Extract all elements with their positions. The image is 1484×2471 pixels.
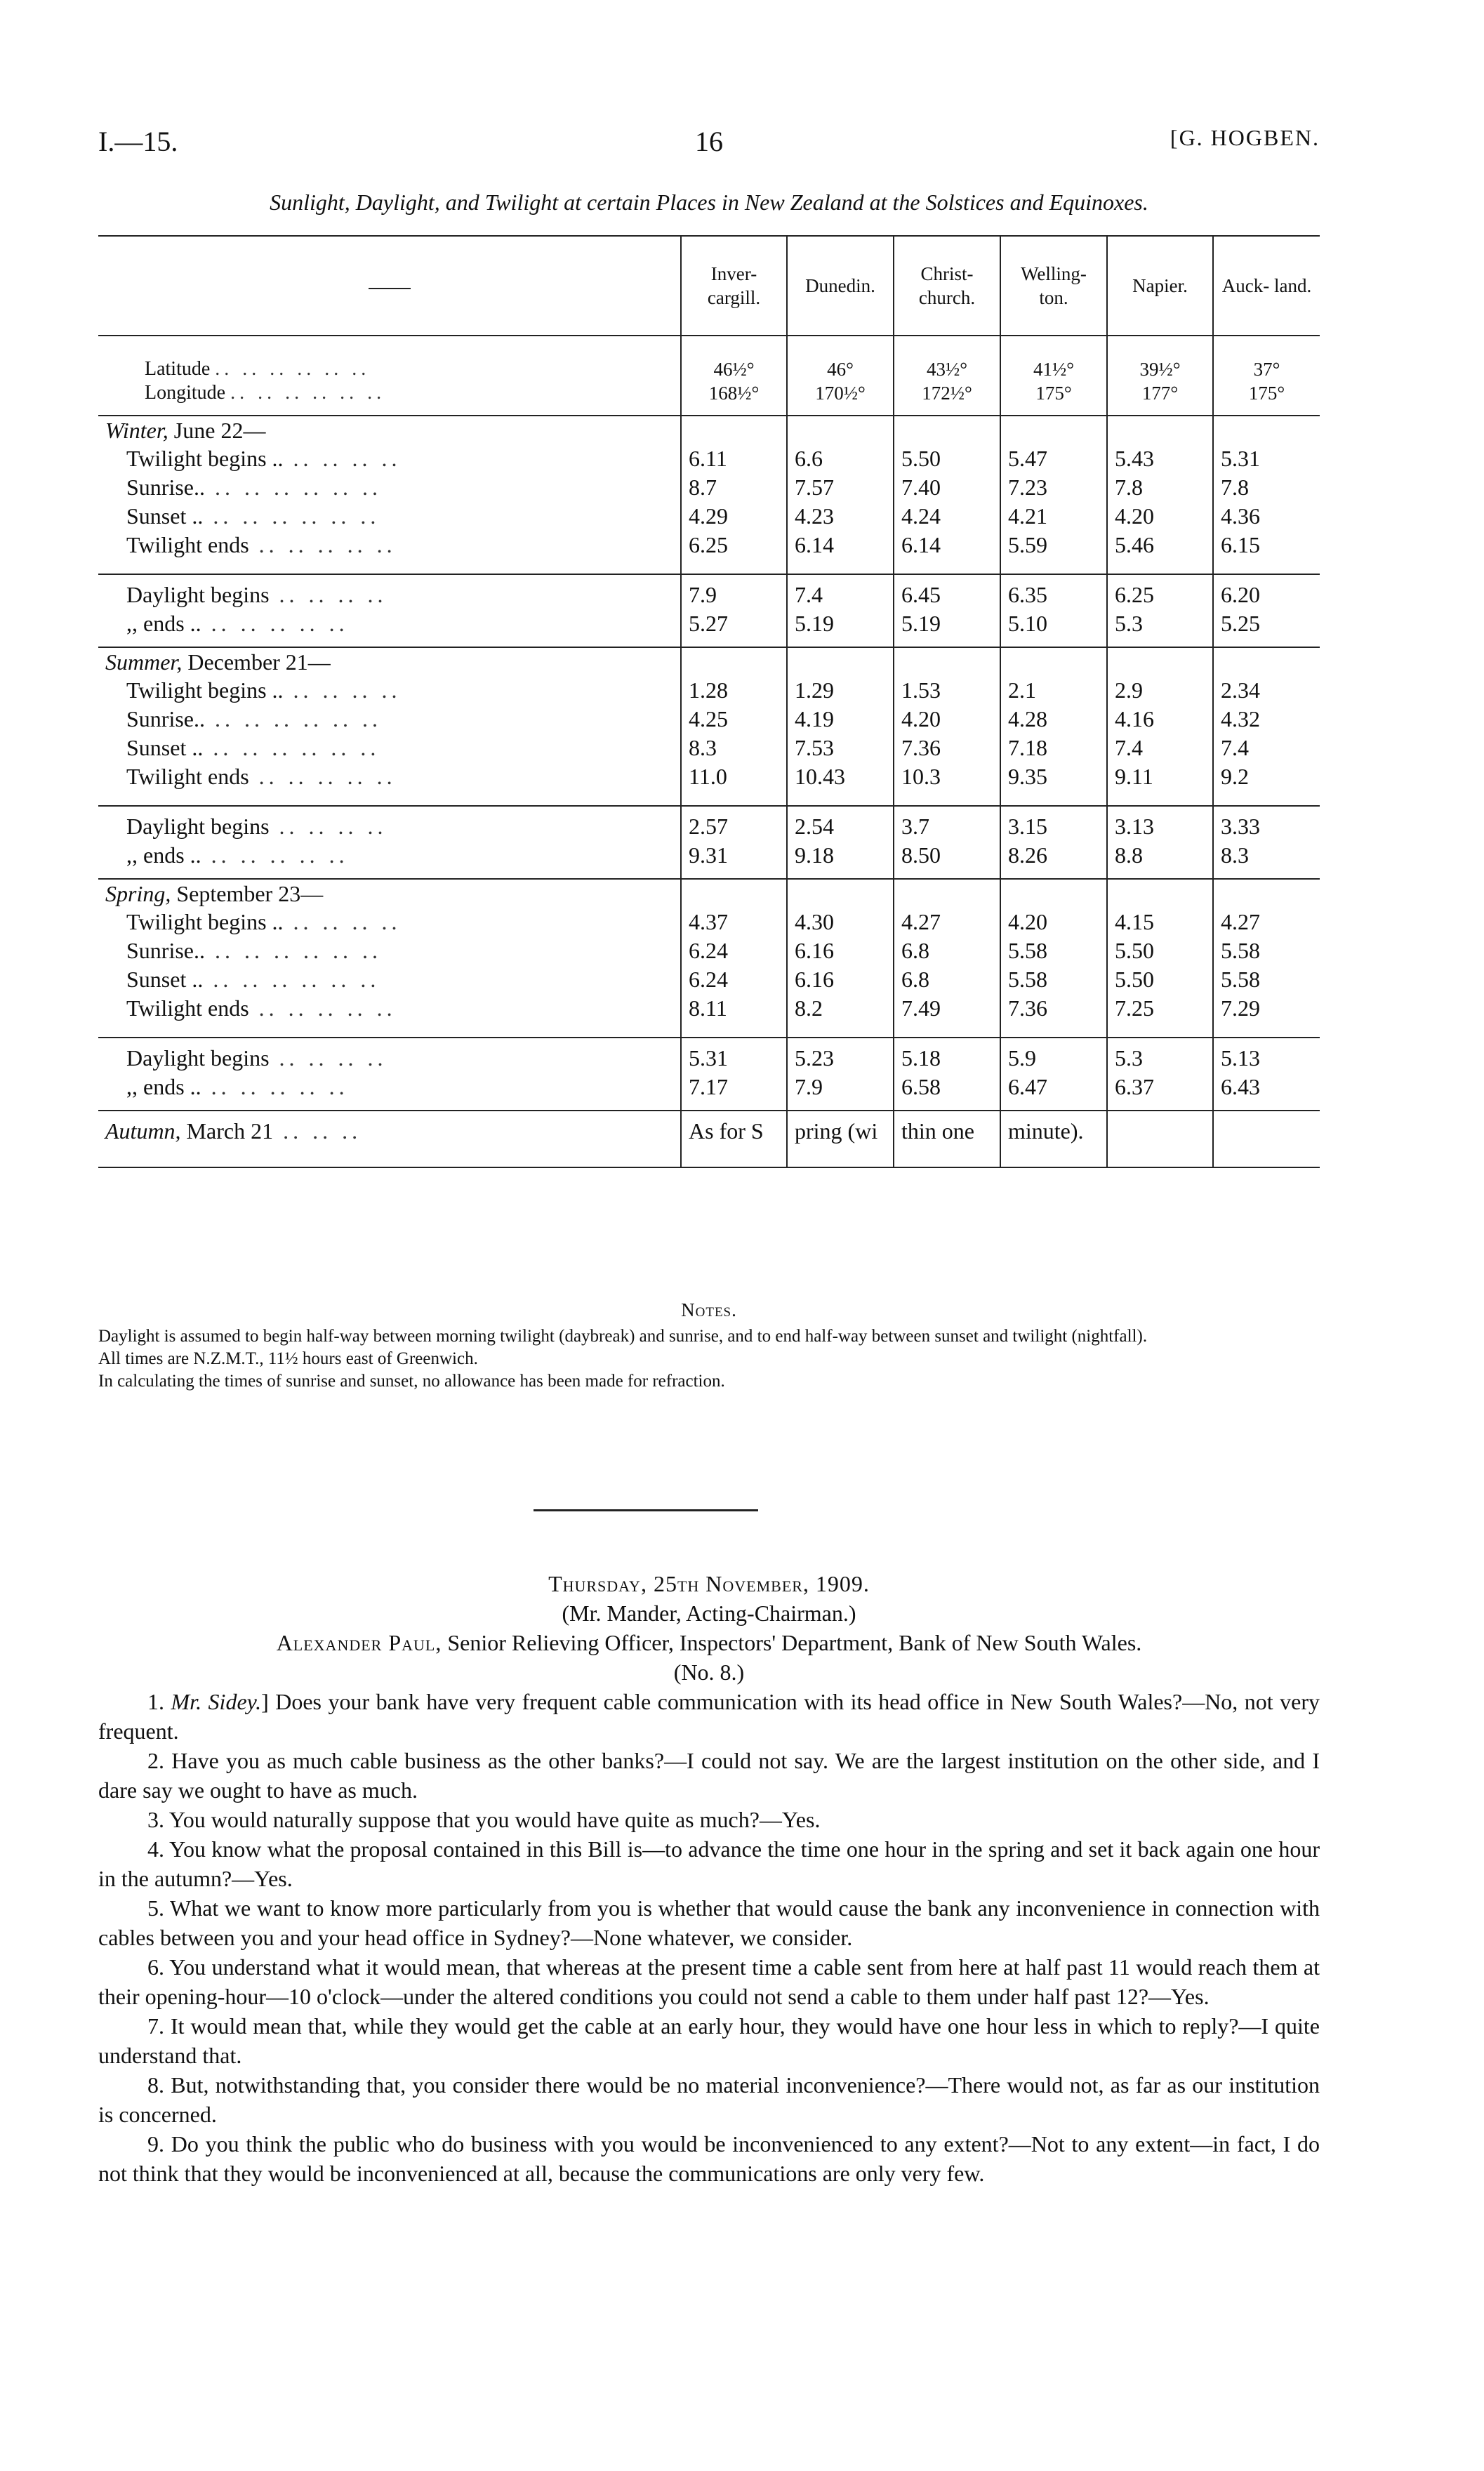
table-cell: 5.46 xyxy=(1107,531,1213,559)
note-line: In calculating the times of sunrise and sunset, no allowance has been made for refraction. xyxy=(98,1372,725,1391)
table-cell: 6.14 xyxy=(787,531,894,559)
table-cell: 6.37 xyxy=(1107,1073,1213,1101)
sunlight-table xyxy=(98,235,1320,1168)
table-cell: 5.58 xyxy=(1213,965,1320,994)
row-label: Sunrise.. xyxy=(126,475,205,500)
table-cell: 4.19 xyxy=(787,705,894,734)
table-cell: 5.58 xyxy=(1213,936,1320,965)
speaker: Mr. Sidey. xyxy=(171,1689,262,1714)
question-7: 7. It would mean that, while they would get the cable at an early hour, they would have one hour less in which to reply?—I quite understand that. xyxy=(98,2013,1320,2068)
table-cell: 8.3 xyxy=(1213,841,1320,870)
lat-long-cell: 41½° 175° xyxy=(1000,336,1107,405)
table-cell: 6.16 xyxy=(787,936,894,965)
question-5: 5. What we want to know more particularly from you is whether that would cause the bank any inconvenience in connection with cables between you and your head office in Sydney?—None whatever, we consider. xyxy=(98,1895,1320,1950)
table-cell: 6.6 xyxy=(787,444,894,473)
table-cell: 3.15 xyxy=(1000,812,1107,841)
table-cell: 5.31 xyxy=(681,1044,787,1073)
time-row: Sunrise.. .. .. .. .. .. .. 4.25 4.19 4.20 4.28 4.16 4.32 xyxy=(98,705,1320,734)
note-line: Daylight is assumed to begin half-way between morning twilight (daybreak) and sunrise, and to end half-way between sunset and twilight (nightfall). xyxy=(98,1327,1148,1346)
table-cell: 4.30 xyxy=(787,908,894,936)
row-label: Sunrise.. xyxy=(126,938,205,963)
table-cell: 4.23 xyxy=(787,502,894,531)
table-cell: 7.4 xyxy=(1213,734,1320,762)
time-row: Sunrise.. .. .. .. .. .. .. 6.24 6.16 6.8 5.58 5.50 5.58 xyxy=(98,936,1320,965)
row-label: ,, ends .. xyxy=(126,1074,201,1099)
table-cell: 2.34 xyxy=(1213,676,1320,705)
witness-title: Senior Relieving Officer, Inspectors' Department, Bank of New South Wales. xyxy=(442,1630,1142,1655)
table-cell: 2.1 xyxy=(1000,676,1107,705)
table-cell: 5.3 xyxy=(1107,1044,1213,1073)
table-cell: 5.27 xyxy=(681,609,787,638)
table-cell: 4.24 xyxy=(894,502,1000,531)
table-cell: 2.57 xyxy=(681,812,787,841)
table-cell: 6.45 xyxy=(894,581,1000,609)
lat-long-cell: 37° 175° xyxy=(1213,336,1320,405)
row-separator xyxy=(98,1167,1320,1168)
table-cell: 3.33 xyxy=(1213,812,1320,841)
table-cell: 5.3 xyxy=(1107,609,1213,638)
time-row: Twilight ends .. .. .. .. .. 6.25 6.14 6.14 5.59 5.46 6.15 xyxy=(98,531,1320,559)
table-cell: 7.8 xyxy=(1107,473,1213,502)
col-header: Inver- cargill. xyxy=(681,236,787,336)
table-cell: 3.13 xyxy=(1107,812,1213,841)
lat-long-cell: 46½° 168½° xyxy=(681,336,787,405)
table-cell: 2.9 xyxy=(1107,676,1213,705)
table-cell: 5.31 xyxy=(1213,444,1320,473)
row-label: ,, ends .. xyxy=(126,611,201,636)
table-cell: 1.29 xyxy=(787,676,894,705)
row-label: Daylight begins xyxy=(126,582,270,607)
table-cell: 7.9 xyxy=(787,1073,894,1101)
season-heading: Winter, June 22— xyxy=(98,416,1320,444)
table-cell: 6.8 xyxy=(894,936,1000,965)
daylight-row: Daylight begins .. .. .. .. 7.9 7.4 6.45 6.35 6.25 6.20 xyxy=(98,581,1320,609)
table-cell: 5.58 xyxy=(1000,965,1107,994)
table-cell: 4.29 xyxy=(681,502,787,531)
table-cell: 7.18 xyxy=(1000,734,1107,762)
table-cell: 7.23 xyxy=(1000,473,1107,502)
witness-number: (No. 8.) xyxy=(673,1660,745,1685)
table-cell: 5.13 xyxy=(1213,1044,1320,1073)
row-label: Sunset .. xyxy=(126,735,204,760)
col-header: Auck- land. xyxy=(1213,236,1320,336)
table-cell: 7.53 xyxy=(787,734,894,762)
time-row: Sunset .. .. .. .. .. .. .. 8.3 7.53 7.36 7.18 7.4 7.4 xyxy=(98,734,1320,762)
table-cell: 10.3 xyxy=(894,762,1000,791)
question-2: 2. Have you as much cable business as the other banks?—I could not say. We are the largest institution on the other side, and I dare say we ought to have as much. xyxy=(98,1748,1320,1803)
table-cell: 4.27 xyxy=(894,908,1000,936)
table-cell: 1.28 xyxy=(681,676,787,705)
table-cell: 4.21 xyxy=(1000,502,1107,531)
autumn-cell xyxy=(1107,1111,1213,1146)
table-cell: 5.58 xyxy=(1000,936,1107,965)
table-notes xyxy=(98,1299,1320,1393)
col-header: Napier. xyxy=(1107,236,1213,336)
time-row: Twilight begins .. .. .. .. .. 1.28 1.29 1.53 2.1 2.9 2.34 xyxy=(98,676,1320,705)
table-cell: 8.8 xyxy=(1107,841,1213,870)
table-cell: 6.16 xyxy=(787,965,894,994)
table-cell: 9.2 xyxy=(1213,762,1320,791)
table-cell: 5.19 xyxy=(787,609,894,638)
time-row: Twilight begins .. .. .. .. .. 6.11 6.6 5.50 5.47 5.43 5.31 xyxy=(98,444,1320,473)
autumn-cell: As for S xyxy=(681,1111,787,1146)
header-reference: I.—15. xyxy=(98,126,178,157)
col-header: Welling- ton. xyxy=(1000,236,1107,336)
row-label: Daylight begins xyxy=(126,814,270,839)
table-cell: 6.14 xyxy=(894,531,1000,559)
row-label: ,, ends .. xyxy=(126,842,201,868)
time-row: Sunset .. .. .. .. .. .. .. 4.29 4.23 4.24 4.21 4.20 4.36 xyxy=(98,502,1320,531)
table-cell: 7.49 xyxy=(894,994,1000,1023)
table-cell: 6.25 xyxy=(681,531,787,559)
time-row: Sunset .. .. .. .. .. .. .. 6.24 6.16 6.8 5.58 5.50 5.58 xyxy=(98,965,1320,994)
table-cell: 6.58 xyxy=(894,1073,1000,1101)
autumn-row: Autumn, March 21 .. .. .. As for S pring (wi thin one minute). xyxy=(98,1111,1320,1146)
table-cell: 9.18 xyxy=(787,841,894,870)
daylight-row: Daylight begins .. .. .. .. 2.57 2.54 3.7 3.15 3.13 3.33 xyxy=(98,812,1320,841)
longitude-label: Longitude xyxy=(145,382,226,404)
table-cell: 6.20 xyxy=(1213,581,1320,609)
table-cell: 7.40 xyxy=(894,473,1000,502)
table-cell: 7.8 xyxy=(1213,473,1320,502)
table-cell: 5.50 xyxy=(1107,936,1213,965)
row-label: Sunset .. xyxy=(126,503,204,529)
row-label: Sunset .. xyxy=(126,967,204,992)
daylight-row: ,, ends .. .. .. .. .. .. 7.17 7.9 6.58 6.47 6.37 6.43 xyxy=(98,1073,1320,1101)
table-cell: 7.17 xyxy=(681,1073,787,1101)
col-header: Dunedin. xyxy=(787,236,894,336)
autumn-cell: minute). xyxy=(1000,1111,1107,1146)
header-placeholder xyxy=(98,236,681,336)
table-cell: 7.25 xyxy=(1107,994,1213,1023)
table-cell: 9.31 xyxy=(681,841,787,870)
daylight-row: Daylight begins .. .. .. .. 5.31 5.23 5.18 5.9 5.3 5.13 xyxy=(98,1044,1320,1073)
table-cell: 7.29 xyxy=(1213,994,1320,1023)
autumn-cell: thin one xyxy=(894,1111,1000,1146)
table-cell: 9.11 xyxy=(1107,762,1213,791)
season-heading: Summer, December 21— xyxy=(98,648,1320,676)
table-cell: 6.11 xyxy=(681,444,787,473)
table-cell: 5.43 xyxy=(1107,444,1213,473)
table-cell: 7.4 xyxy=(1107,734,1213,762)
table-cell: 5.18 xyxy=(894,1044,1000,1073)
table-cell: 6.24 xyxy=(681,965,787,994)
table-cell: 6.24 xyxy=(681,936,787,965)
witness-line xyxy=(98,1628,1320,1657)
autumn-cell: pring (wi xyxy=(787,1111,894,1146)
table-cell: 5.59 xyxy=(1000,531,1107,559)
row-label: Twilight ends xyxy=(126,764,249,789)
table-cell: 5.23 xyxy=(787,1044,894,1073)
question-4: 4. You know what the proposal contained in this Bill is—to advance the time one hour in the spring and set it back again one hour in the autumn?—Yes. xyxy=(98,1836,1320,1891)
question-8: 8. But, notwithstanding that, you consider there would be no material inconvenience?—There would not, as far as our institution is concerned. xyxy=(98,2072,1320,2127)
question-3: 3. You would naturally suppose that you would have quite as much?—Yes. xyxy=(147,1807,821,1832)
witness-name: Alexander Paul, xyxy=(276,1630,442,1655)
table-cell: 8.26 xyxy=(1000,841,1107,870)
latitude-row: Latitude .. .. .. .. .. .. Longitude .. .. .. .. .. .. 46½° 168½° 46° 170½° 43½° 172½° 41½° 175° 39½° 177° 37° 175° xyxy=(98,336,1320,405)
autumn-cell xyxy=(1213,1111,1320,1146)
table-cell: 8.2 xyxy=(787,994,894,1023)
row-label: Twilight ends xyxy=(126,995,249,1021)
table-cell: 5.50 xyxy=(894,444,1000,473)
table-cell: 2.54 xyxy=(787,812,894,841)
header-author: [G. HOGBEN. xyxy=(1170,125,1320,150)
row-label: Daylight begins xyxy=(126,1045,270,1071)
table-cell: 4.36 xyxy=(1213,502,1320,531)
lat-long-cell: 46° 170½° xyxy=(787,336,894,405)
table-cell: 6.25 xyxy=(1107,581,1213,609)
row-label: Twilight begins .. xyxy=(126,446,284,471)
col-header: Christ- church. xyxy=(894,236,1000,336)
page-number: 16 xyxy=(695,126,723,157)
table-cell: 4.16 xyxy=(1107,705,1213,734)
note-line: All times are N.Z.M.T., 11½ hours east of Greenwich. xyxy=(98,1349,478,1368)
time-row: Twilight ends .. .. .. .. .. 8.11 8.2 7.49 7.36 7.25 7.29 xyxy=(98,994,1320,1023)
table-cell: 8.50 xyxy=(894,841,1000,870)
table-cell: 3.7 xyxy=(894,812,1000,841)
daylight-row: ,, ends .. .. .. .. .. .. 5.27 5.19 5.19 5.10 5.3 5.25 xyxy=(98,609,1320,638)
table-cell: 8.7 xyxy=(681,473,787,502)
table-cell: 4.15 xyxy=(1107,908,1213,936)
table-cell: 4.20 xyxy=(894,705,1000,734)
table-cell: 6.47 xyxy=(1000,1073,1107,1101)
lat-long-cell: 43½° 172½° xyxy=(894,336,1000,405)
daylight-row: ,, ends .. .. .. .. .. .. 9.31 9.18 8.50 8.26 8.8 8.3 xyxy=(98,841,1320,870)
lat-long-cell: 39½° 177° xyxy=(1107,336,1213,405)
table-cell: 7.36 xyxy=(1000,994,1107,1023)
running-header xyxy=(98,125,1320,167)
table-cell: 4.32 xyxy=(1213,705,1320,734)
time-row: Sunrise.. .. .. .. .. .. .. 8.7 7.57 7.40 7.23 7.8 7.8 xyxy=(98,473,1320,502)
evidence-session xyxy=(98,1569,1320,2188)
table-cell: 8.3 xyxy=(681,734,787,762)
time-row: Twilight ends .. .. .. .. .. 11.0 10.43 10.3 9.35 9.11 9.2 xyxy=(98,762,1320,791)
table-caption: Sunlight, Daylight, and Twilight at certain Places in New Zealand at the Solstices and Equinoxes. xyxy=(270,190,1148,215)
row-label: Twilight begins .. xyxy=(126,677,284,703)
table-cell: 5.9 xyxy=(1000,1044,1107,1073)
table-header-row xyxy=(98,236,1320,336)
table-cell: 1.53 xyxy=(894,676,1000,705)
table-cell: 5.50 xyxy=(1107,965,1213,994)
table-cell: 7.57 xyxy=(787,473,894,502)
table-cell: 6.8 xyxy=(894,965,1000,994)
question-9: 9. Do you think the public who do business with you would be inconvenienced to any extent?—Not to any extent—in fact, I do not think that they would be inconvenienced at all, because the communications are only very few. xyxy=(98,2131,1320,2186)
latitude-label: Latitude xyxy=(145,358,211,380)
time-row: Twilight begins .. .. .. .. .. 4.37 4.30 4.27 4.20 4.15 4.27 xyxy=(98,908,1320,936)
table-cell: 6.35 xyxy=(1000,581,1107,609)
table-cell: 6.15 xyxy=(1213,531,1320,559)
table-cell: 7.9 xyxy=(681,581,787,609)
table-cell: 4.25 xyxy=(681,705,787,734)
table-cell: 10.43 xyxy=(787,762,894,791)
table-cell: 6.43 xyxy=(1213,1073,1320,1101)
table-cell: 7.4 xyxy=(787,581,894,609)
table-cell: 11.0 xyxy=(681,762,787,791)
table-cell: 5.25 xyxy=(1213,609,1320,638)
season-heading: Spring, September 23— xyxy=(98,880,1320,908)
row-label: Sunrise.. xyxy=(126,706,205,731)
session-date: Thursday, 25th November, 1909. xyxy=(548,1571,870,1596)
question-6: 6. You understand what it would mean, that whereas at the present time a cable sent from here at half past 11 would reach them at their opening-hour—10 o'clock—under the altered conditions you could not send a cable to them under half past 12?—Yes. xyxy=(98,1954,1320,2009)
table-cell: 5.19 xyxy=(894,609,1000,638)
table-cell: 4.37 xyxy=(681,908,787,936)
table-cell: 4.28 xyxy=(1000,705,1107,734)
question-1: 1. Mr. Sidey.] Does your bank have very frequent cable communication with its head office in New South Wales?—No, not very frequent. xyxy=(98,1689,1320,1744)
table-cell: 8.11 xyxy=(681,994,787,1023)
table-cell: 9.35 xyxy=(1000,762,1107,791)
notes-title: Notes. xyxy=(681,1299,737,1320)
table-cell: 7.36 xyxy=(894,734,1000,762)
row-label: Twilight ends xyxy=(126,532,249,557)
session-chair: (Mr. Mander, Acting-Chairman.) xyxy=(562,1601,856,1626)
table-cell: 5.10 xyxy=(1000,609,1107,638)
table-cell: 5.47 xyxy=(1000,444,1107,473)
table-cell: 4.20 xyxy=(1000,908,1107,936)
table-cell: 4.20 xyxy=(1107,502,1213,531)
table-cell: 4.27 xyxy=(1213,908,1320,936)
section-divider xyxy=(534,1509,758,1511)
row-label: Twilight begins .. xyxy=(126,909,284,934)
